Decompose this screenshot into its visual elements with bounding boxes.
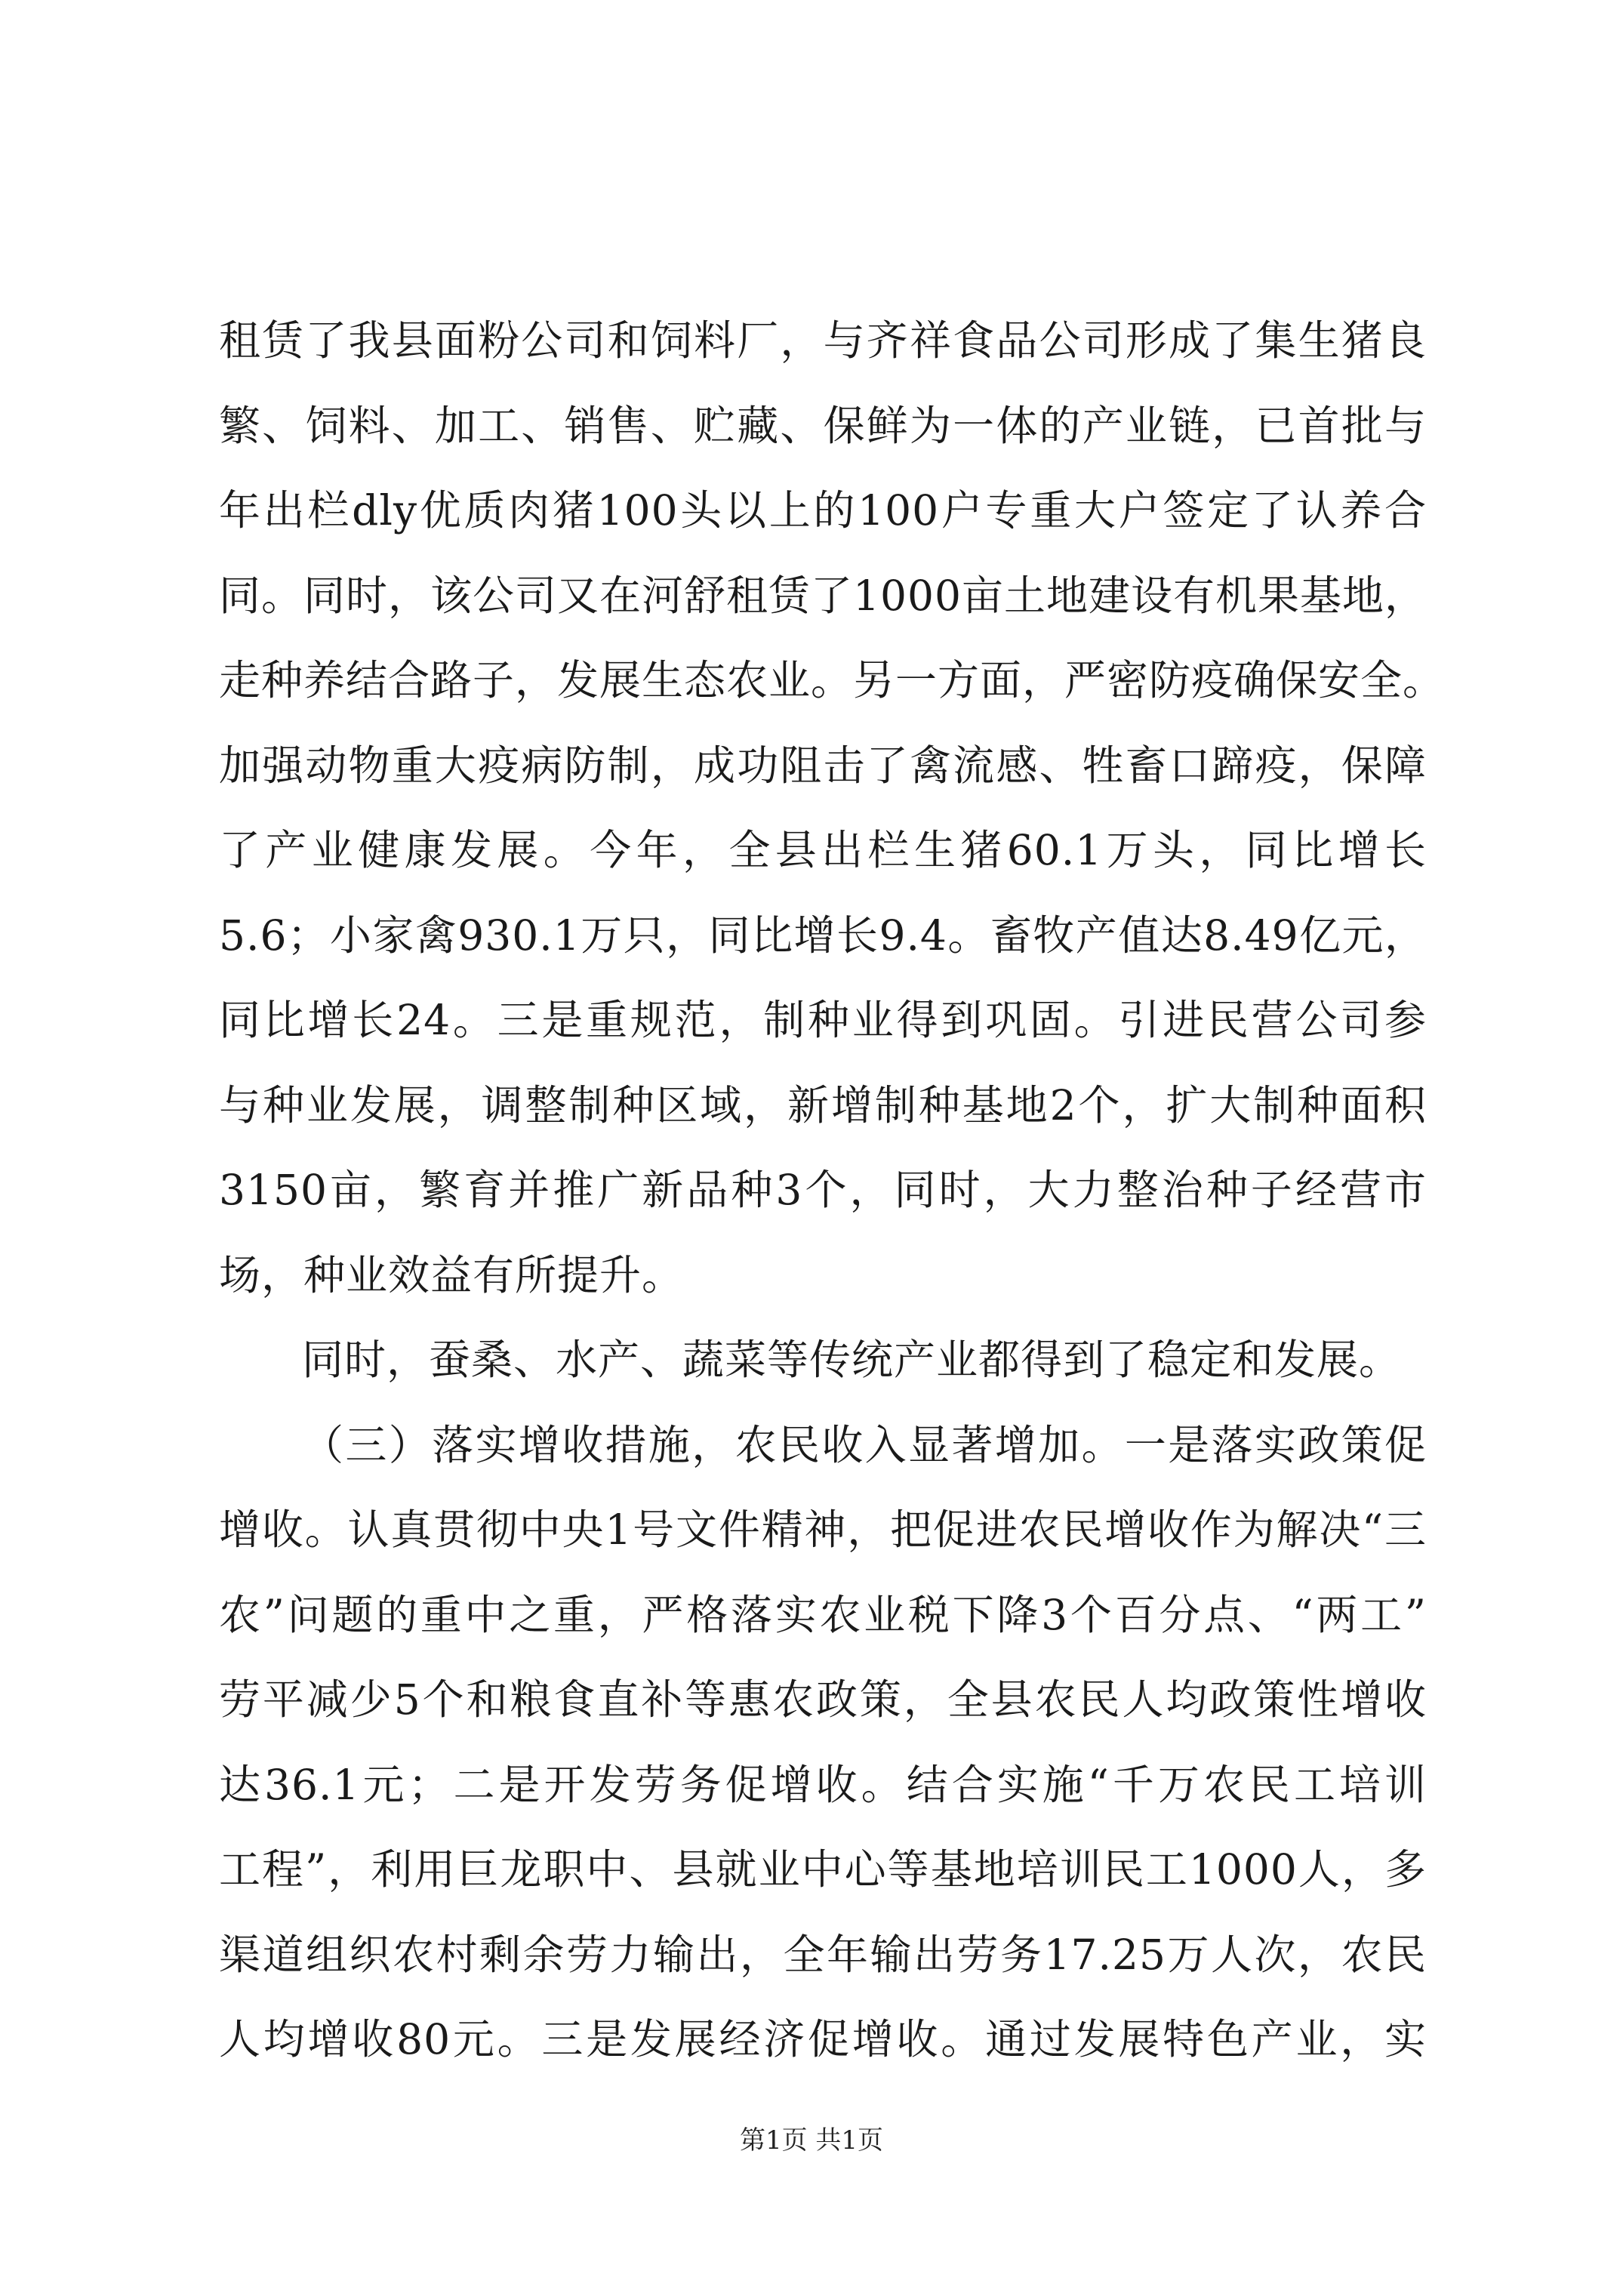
text-line: 渠道组织农村剩余劳力输出，全年输出劳务17.25万人次，农民 [219, 1930, 1427, 1979]
text-line: 农”问题的重中之重，严格落实农业税下降3个百分点、“两工” [219, 1590, 1427, 1639]
text-line: 年出栏dly优质肉猪100头以上的100户专重大户签定了认养合 [219, 486, 1427, 535]
text-line: 3150亩，繁育并推广新品种3个，同时，大力整治种子经营市 [219, 1166, 1427, 1214]
document-body [219, 298, 1446, 2082]
paragraph-first-line: （三）落实增收措施，农民收入显著增加。一是落实政策促 [302, 1420, 1427, 1469]
text-line: 繁、饲料、加工、销售、贮藏、保鲜为一体的产业链，已首批与 [219, 401, 1427, 450]
text-line: 了产业健康发展。今年，全县出栏生猪60.1万头，同比增长 [219, 826, 1427, 874]
text-line: 租赁了我县面粉公司和饲料厂，与齐祥食品公司形成了集生猪良 [219, 316, 1427, 365]
text-line: 与种业发展，调整制种区域，新增制种基地2个，扩大制种面积 [219, 1080, 1427, 1130]
text-line: 劳平减少5个和粮食直补等惠农政策，全县农民人均政策性增收 [219, 1675, 1427, 1724]
text-line: 同比增长24。三是重规范，制种业得到巩固。引进民营公司参 [219, 996, 1427, 1044]
text-line: 5.6；小家禽930.1万只，同比增长9.4。畜牧产值达8.49亿元， [219, 911, 1427, 960]
text-line: 加强动物重大疫病防制，成功阻击了禽流感、牲畜口蹄疫，保障 [219, 741, 1427, 790]
page-number-footer: 第1页 共1页 [739, 2125, 884, 2156]
text-line: 场，种业效益有所提升。 [219, 1250, 685, 1299]
text-line: 达36.1元；二是开发劳务促增收。结合实施“千万农民工培训 [219, 1760, 1427, 1809]
text-line: 增收。认真贯彻中央1号文件精神，把促进农民增收作为解决“三 [219, 1505, 1427, 1554]
text-line: 人均增收80元。三是发展经济促增收。通过发展特色产业，实 [219, 2015, 1427, 2063]
text-line: 同。同时，该公司又在河舒租赁了1000亩土地建设有机果基地， [219, 571, 1427, 620]
text-line: 工程”，利用巨龙职中、县就业中心等基地培训民工1000人，多 [219, 1845, 1427, 1894]
text-line: 走种养结合路子，发展生态农业。另一方面，严密防疫确保安全。 [219, 656, 1446, 704]
paragraph-first-line: 同时，蚕桑、水产、蔬菜等传统产业都得到了稳定和发展。 [302, 1336, 1402, 1384]
